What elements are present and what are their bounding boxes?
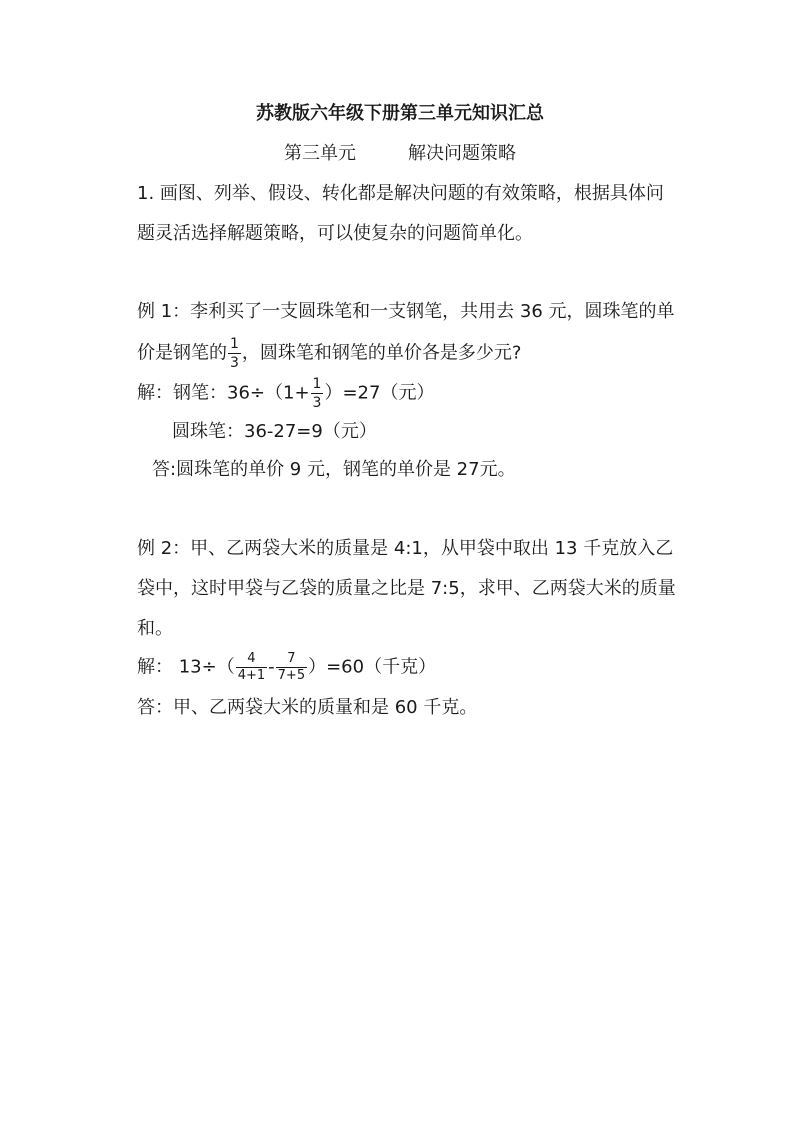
- fraction-denominator: 3: [230, 355, 239, 371]
- example2-line3: 和。: [137, 618, 173, 639]
- solution1-before: 解：钢笔：36÷（1+: [137, 382, 310, 404]
- unit-subtitle: [0, 143, 800, 165]
- example1-solution-line1: [137, 376, 434, 411]
- example2-line1: 例 2：甲、乙两袋大米的质量是 4:1，从甲袋中取出 13 千克放入乙: [137, 538, 674, 559]
- fraction-one-third: [228, 336, 241, 371]
- example2-line2: 袋中，这时甲袋与乙袋的质量之比是 7:5，求甲、乙两袋大米的质量: [137, 578, 676, 599]
- example2-answer: 答：甲、乙两袋大米的质量和是 60 千克。: [137, 697, 478, 718]
- point1-line2: 题灵活选择解题策略，可以使复杂的问题简单化。: [137, 223, 533, 244]
- example1-answer: 答:圆珠笔的单价 9 元，钢笔的单价是 27元。: [152, 459, 516, 480]
- fraction-denominator: 3: [312, 395, 322, 411]
- point1-line1: 1. 画图、列举、假设、转化都是解决问题的有效策略，根据具体问: [137, 183, 664, 204]
- example2-solution: [137, 652, 436, 683]
- example1-line2: [137, 336, 521, 371]
- unit-label: 第三单元: [284, 143, 356, 164]
- minus-sign: -: [268, 656, 275, 678]
- example1-line2-after: ，圆珠笔和钢笔的单价各是多少元?: [241, 342, 522, 364]
- fraction-denominator: 7+5: [277, 668, 306, 683]
- solution2-before: 解： 13÷（: [137, 656, 235, 678]
- fraction-numerator: 4: [236, 652, 267, 668]
- fraction-numerator: 7: [276, 652, 307, 668]
- page-title: 苏教版六年级下册第三单元知识汇总: [256, 103, 544, 124]
- solution2-after: ）=60（千克）: [308, 656, 437, 678]
- example1-line2-before: 价是钢笔的: [137, 342, 227, 364]
- unit-topic: 解决问题策略: [408, 143, 516, 164]
- fraction-numerator: 1: [230, 336, 239, 352]
- solution1-after: ）=27（元）: [324, 382, 435, 404]
- fraction-denominator: 4+1: [237, 668, 266, 683]
- example1-solution-line2: 圆珠笔：36-27=9（元）: [172, 421, 377, 442]
- fraction-four-fifths: [236, 652, 267, 683]
- fraction-numerator: 1: [312, 376, 322, 392]
- fraction-seven-twelfths: [276, 652, 307, 683]
- fraction-one-third: [311, 376, 324, 411]
- example1-line1: 例 1：李利买了一支圆珠笔和一支钢笔，共用去 36 元，圆珠笔的单: [137, 301, 675, 322]
